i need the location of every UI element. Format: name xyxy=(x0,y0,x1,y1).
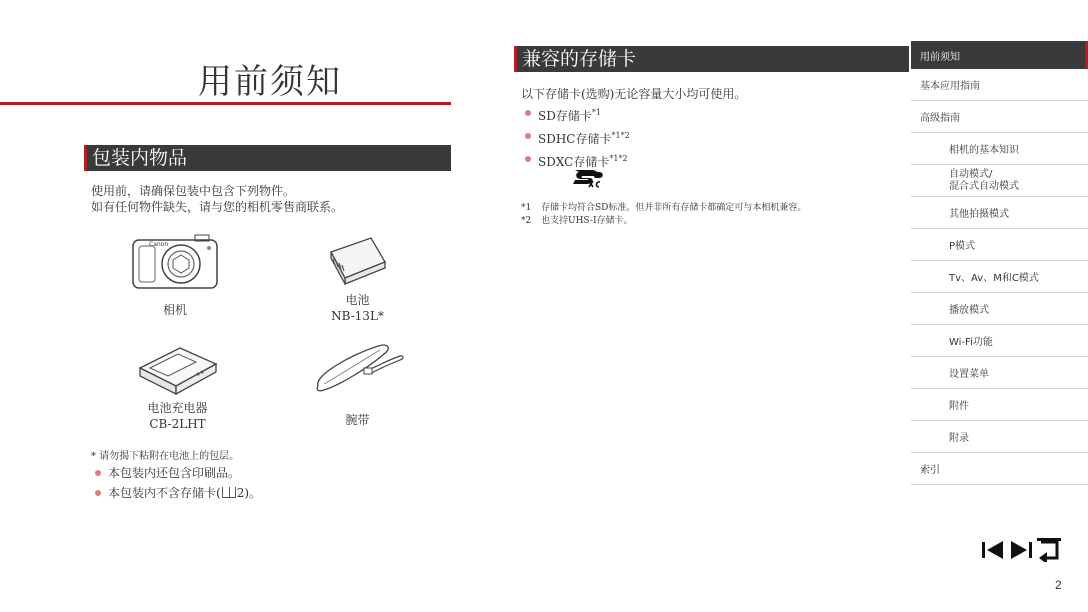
nav-item-wifi[interactable]: Wi-Fi功能 xyxy=(911,325,1088,357)
nav-item-setting-menu[interactable]: 设置菜单 xyxy=(911,357,1088,389)
nav-item-before-use[interactable]: 用前须知 xyxy=(911,41,1088,69)
nav-item-advanced-guide[interactable]: 高级指南 xyxy=(911,101,1088,133)
note-text: 也支持UHS-I存储卡。 xyxy=(541,216,633,226)
nav-item-tv-av-m-c[interactable]: Tv、Av、M和C模式 xyxy=(911,261,1088,293)
item-label: 相机 xyxy=(162,303,187,317)
compat-intro: 以下存储卡(选购)无论容量大小均可使用。 xyxy=(521,87,747,101)
previous-page-icon[interactable] xyxy=(981,538,1005,562)
item-wrist-strap xyxy=(300,340,415,428)
camera-brand-logo: Canon xyxy=(149,241,169,248)
nav-line: 自动模式/ xyxy=(949,168,993,180)
camera-illustration xyxy=(129,232,221,292)
list-item xyxy=(91,483,261,503)
nav-line: 混合式自动模式 xyxy=(949,180,1019,192)
charger-illustration xyxy=(136,340,220,398)
nav-item-playback[interactable]: 播放模式 xyxy=(911,293,1088,325)
page-number: 2 xyxy=(1055,578,1062,592)
sidebar-nav xyxy=(911,41,1088,485)
nav-item-index[interactable]: 索引 xyxy=(911,453,1088,485)
nav-item-p-mode[interactable]: P模式 xyxy=(911,229,1088,261)
item-charger xyxy=(120,340,235,432)
battery-illustration xyxy=(323,232,393,288)
card-name: SDHC存储卡 xyxy=(538,132,612,146)
nav-item-auto-mode[interactable] xyxy=(911,165,1088,197)
item-label: 电池充电器 xyxy=(147,401,208,415)
bullet-text: 本包装内不含存储卡( xyxy=(108,486,221,500)
card-name: SDXC存储卡 xyxy=(538,155,610,169)
item-label: 腕带 xyxy=(345,413,370,427)
footnote-marker: *1*2 xyxy=(611,131,630,140)
return-icon[interactable] xyxy=(1037,538,1061,562)
footnote-marker: *1 xyxy=(591,108,601,117)
card-name: SD存储卡 xyxy=(538,109,592,123)
list-item xyxy=(521,103,630,126)
section-title: 包装内物品 xyxy=(92,147,188,169)
item-label: 电池 xyxy=(345,293,370,307)
page-reference-link[interactable]: 2)。 xyxy=(236,486,262,500)
note-marker: *2 xyxy=(521,216,532,226)
package-intro xyxy=(91,183,343,215)
section-header-compatible-cards xyxy=(514,46,909,72)
title-rule xyxy=(0,102,451,105)
list-item: 本包装内还包含印刷品。 xyxy=(91,463,261,483)
intro-line: 如有任何物件缺失，请与您的相机零售商联系。 xyxy=(91,200,344,214)
package-bullets xyxy=(91,463,261,503)
section-header-package-contents xyxy=(84,145,451,171)
item-model: NB-13L* xyxy=(331,309,384,323)
page-navigation xyxy=(981,538,1061,562)
battery-footnote: * 请勿揭下粘附在电池上的包层。 xyxy=(91,451,240,462)
book-icon[interactable] xyxy=(222,487,236,498)
nav-item-accessories[interactable]: 附件 xyxy=(911,389,1088,421)
sdxc-logo-icon xyxy=(569,167,605,189)
note-item xyxy=(521,215,806,228)
page-title: 用前须知 xyxy=(198,62,342,102)
list-item xyxy=(521,126,630,149)
wrist-strap-illustration xyxy=(308,340,408,400)
next-page-icon[interactable] xyxy=(1009,538,1033,562)
footnote-marker: *1*2 xyxy=(609,154,628,163)
section-title: 兼容的存储卡 xyxy=(522,48,637,70)
note-marker: *1 xyxy=(521,203,532,213)
nav-item-basic-guide[interactable]: 基本应用指南 xyxy=(911,69,1088,101)
card-list xyxy=(521,103,630,172)
nav-item-other-shooting[interactable]: 其他拍摄模式 xyxy=(911,197,1088,229)
card-notes xyxy=(521,202,806,228)
nav-item-camera-basics[interactable]: 相机的基本知识 xyxy=(911,133,1088,165)
item-camera xyxy=(120,232,230,318)
item-battery xyxy=(300,232,415,324)
item-model: CB-2LHT xyxy=(149,417,206,431)
note-item xyxy=(521,202,806,215)
nav-item-appendix[interactable]: 附录 xyxy=(911,421,1088,453)
note-text: 存储卡均符合SD标准。但并非所有存储卡都确定可与本相机兼容。 xyxy=(541,203,807,213)
intro-line: 使用前，请确保包装中包含下列物件。 xyxy=(91,184,296,198)
